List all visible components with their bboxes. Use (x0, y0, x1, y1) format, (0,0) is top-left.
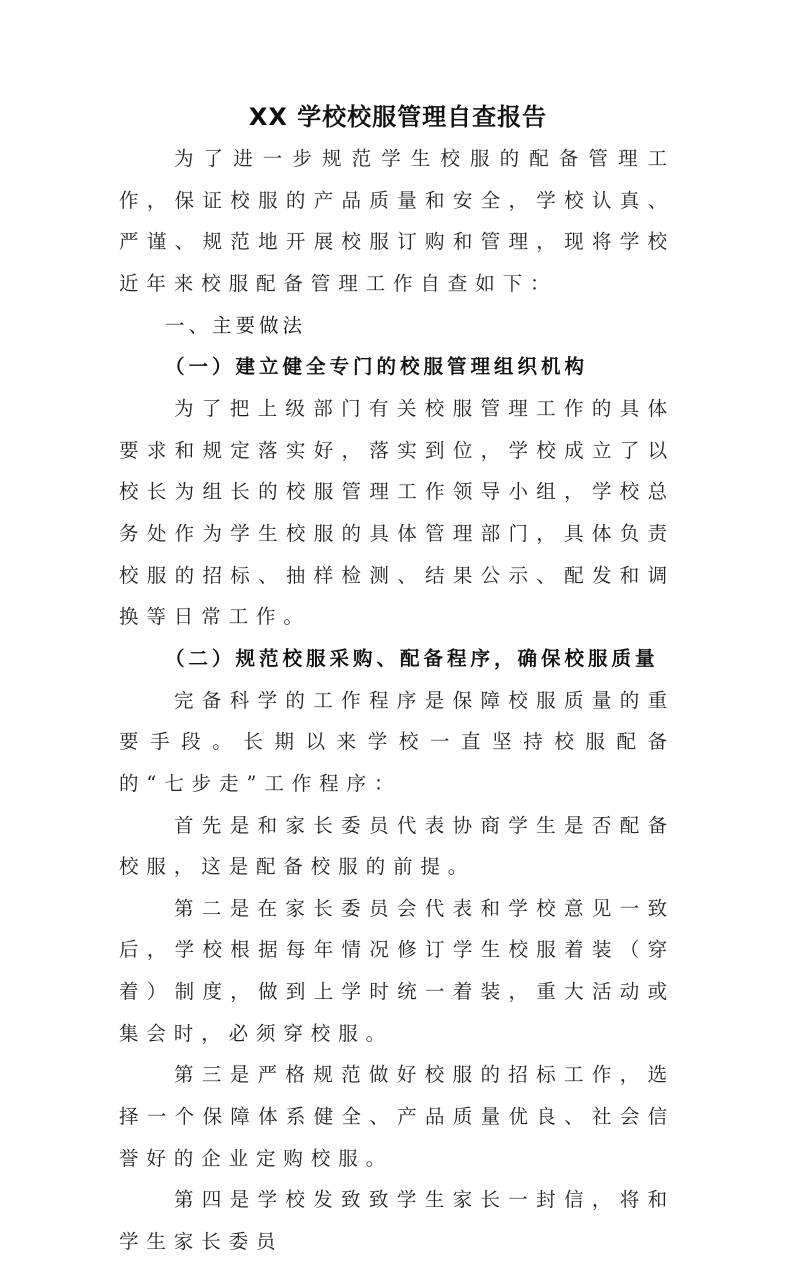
step-two-paragraph: 第二是在家长委员会代表和学校意见一致后，学校根据每年情况修订学生校服着装（穿着）制度，做到上学时统一着装，重大活动或集会时，必须穿校服。 (119, 896, 675, 1045)
section-heading-main-practices: 一、主要做法 (165, 313, 307, 337)
step-one-paragraph: 首先是和家长委员代表协商学生是否配备校服，这是配备校服的前提。 (119, 813, 675, 879)
intro-paragraph: 为了进一步规范学生校服的配备管理工作，保证校服的产品质量和安全，学校认真、严谨、规范地开展校服订购和管理，现将学校近年来校服配备管理工作自查如下： (119, 147, 675, 295)
subsection-heading-organization: （一）建立健全专门的校服管理组织机构 (165, 355, 589, 379)
step-three-paragraph: 第三是严格规范做好校服的招标工作，选择一个保障体系健全、产品质量优良、社会信誉好的企业定购校服。 (119, 1063, 675, 1170)
organization-paragraph: 为了把上级部门有关校服管理工作的具体要求和规定落实好，落实到位，学校成立了以校长为组长的校服管理工作领导小组，学校总务处作为学生校服的具体管理部门，具体负责校服的招标、抽样检测、结果公示、配发和调换等日常工作。 (119, 396, 675, 629)
subsection-heading-procurement: （二）规范校服采购、配备程序，确保校服质量 (165, 646, 659, 670)
procedure-intro-paragraph: 完备科学的工作程序是保障校服质量的重要手段。长期以来学校一直坚持校服配备的“七步走”工作程序： (119, 688, 675, 795)
document-title: XX 学校校服管理自查报告 (248, 103, 548, 131)
document-page (119, 96, 675, 1263)
step-four-paragraph: 第四是学校发致致学生家长一封信，将和学生家长委员 (119, 1188, 675, 1254)
